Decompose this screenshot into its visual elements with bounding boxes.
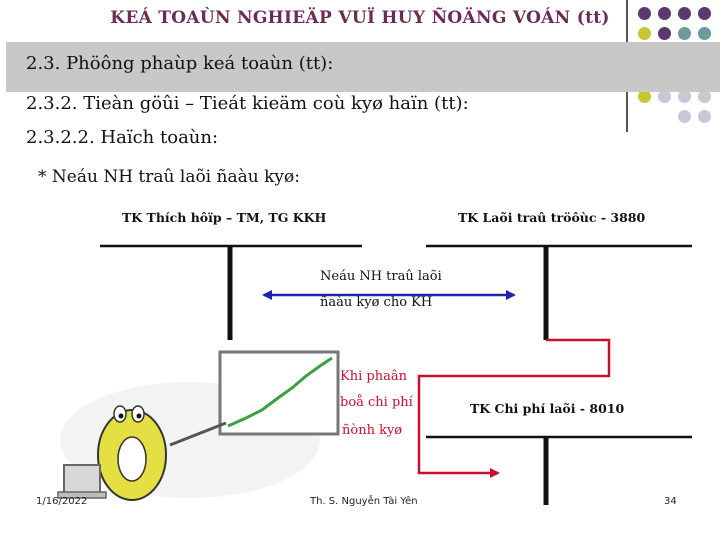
- note-pay-interest-line2: ñaàu kyø cho KH: [320, 295, 433, 310]
- account-left-title: TK Thích hôïp – TM, TG KKH: [122, 210, 327, 225]
- t-account-expense: [426, 437, 692, 505]
- subsubsection-heading: 2.3.2.2. Haïch toaùn:: [26, 127, 219, 148]
- note-allocation-line3: ñònh kyø: [342, 423, 403, 438]
- account-expense-title: TK Chi phí laõi - 8010: [470, 401, 625, 416]
- footer-page-number: 34: [664, 496, 677, 507]
- t-account-right: [426, 246, 692, 340]
- red-arrow: [419, 340, 609, 473]
- case-heading: * Neáu NH traû laõi ñaàu kyø:: [38, 167, 300, 187]
- footer-date: 1/16/2022: [36, 496, 88, 507]
- section-heading: 2.3. Phöông phaùp keá toaùn (tt):: [26, 53, 334, 74]
- presenter-illustration: [58, 352, 338, 500]
- note-allocation-line1: Khi phaân: [340, 369, 407, 384]
- note-pay-interest-line1: Neáu NH traû laõi: [320, 269, 442, 284]
- footer-author: Th. S. Nguyễn Tài Yên: [310, 496, 418, 507]
- subsection-heading: 2.3.2. Tieàn göûi – Tieát kieäm coù kyø haïn (tt):: [26, 93, 469, 114]
- note-allocation-line2: boå chi phí: [340, 395, 413, 410]
- slide-title: KEÁ TOAÙN NGHIEÄP VUÏ HUY ÑOÄNG VOÁN (tt): [110, 8, 610, 28]
- account-right-title: TK Laõi traû tröôùc - 3880: [458, 210, 646, 225]
